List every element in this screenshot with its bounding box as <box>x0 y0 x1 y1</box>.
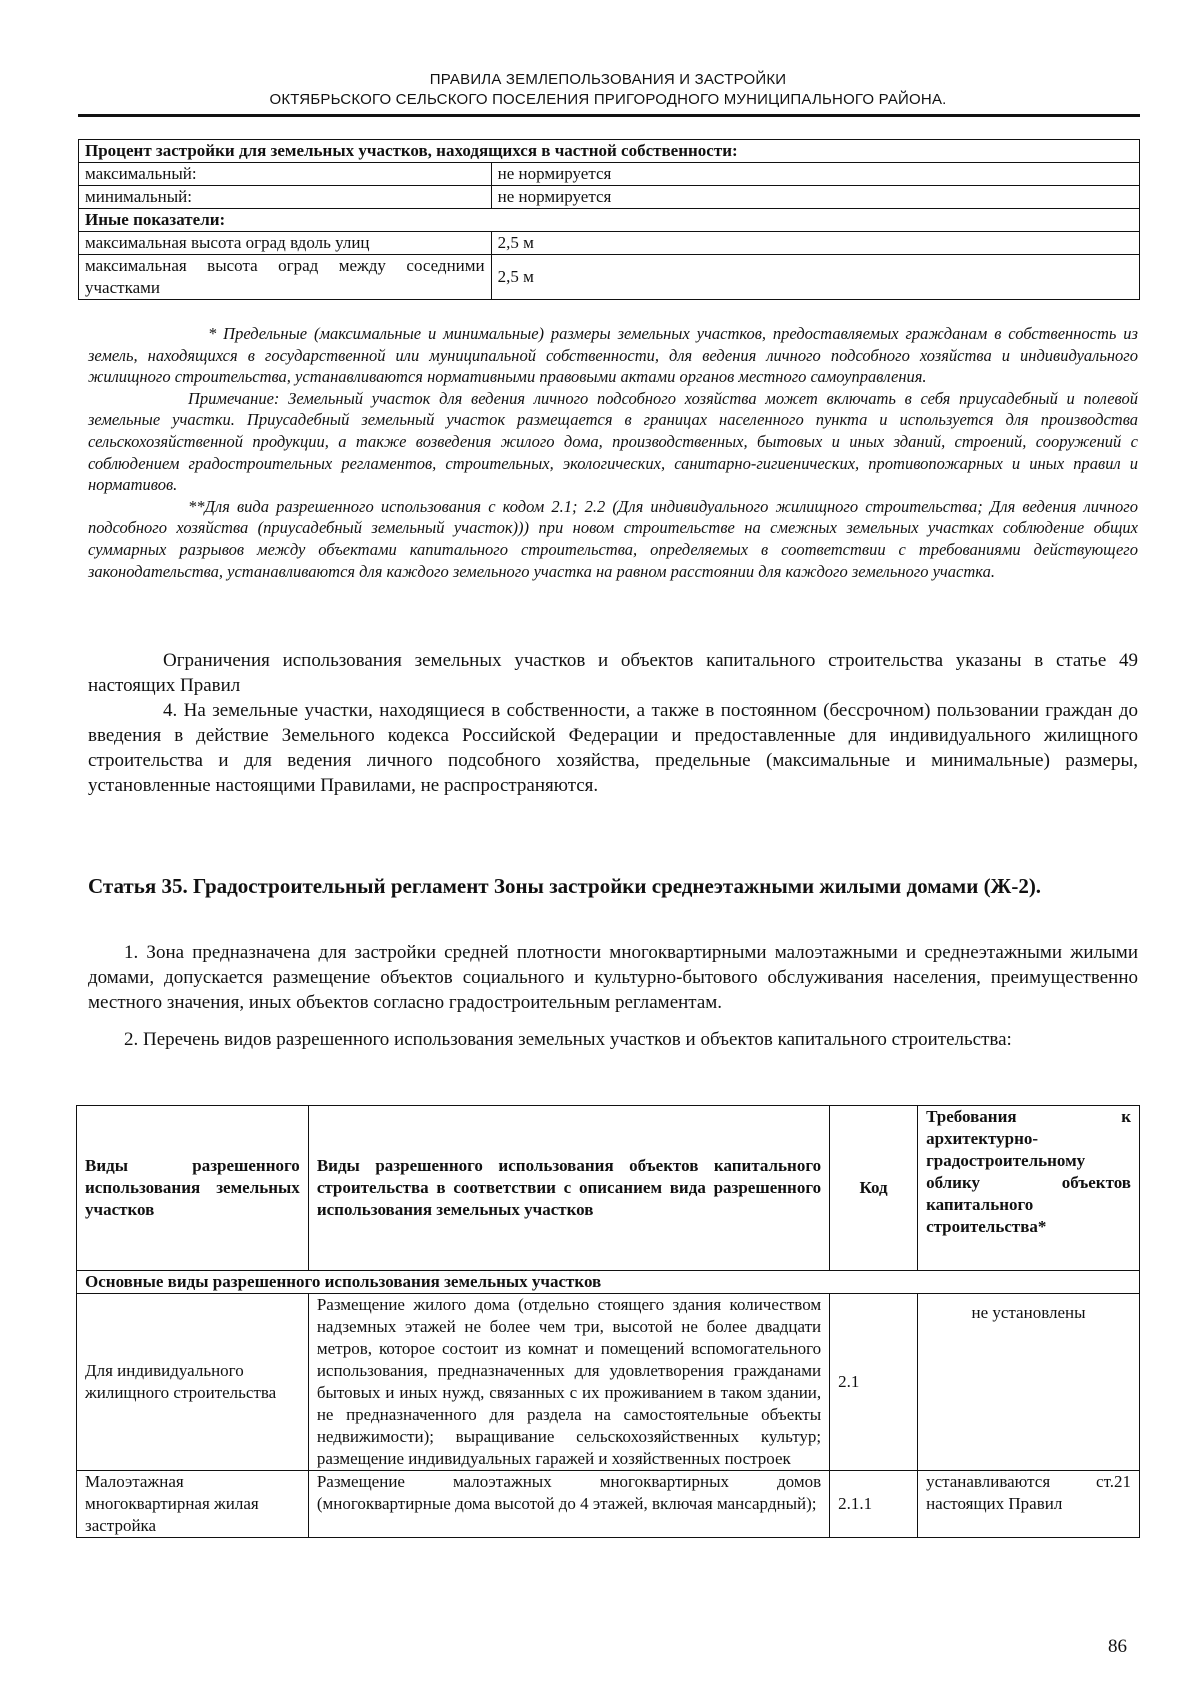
article-text <box>88 940 1138 1064</box>
column-header: Виды разрешенного использования земельных участков <box>77 1106 309 1271</box>
running-header-line1: ПРАВИЛА ЗЕМЛЕПОЛЬЗОВАНИЯ И ЗАСТРОЙКИ <box>429 71 787 88</box>
footnote-remark: Примечание: Земельный участок для ведения личного подсобного хозяйства может включать в себя приусадебный и полевой земельные участки. Приусадебный земельный участок размещается в границах населенного пункта и используется для производства сельскохозяйственной продукции, а также возведения жилого дома, производственных, бытовых и иных зданий, строений, сооружений с соблюдением градостроительных регламентов, строительных, экологических, санитарно-гигиенических, противопожарных и иных правил и нормативов. <box>88 388 1138 495</box>
section-title: Иные показатели: <box>79 209 1140 232</box>
row-label: максимальная высота оград между соседними участками <box>79 255 492 300</box>
cell-requirements: устанавливаются ст.21 настоящих Правил <box>918 1471 1140 1538</box>
running-header <box>78 70 1138 110</box>
running-header-line2: ОКТЯБРЬСКОГО СЕЛЬСКОГО ПОСЕЛЕНИЯ ПРИГОРОДНОГО МУНИЦИПАЛЬНОГО РАЙОНА. <box>269 91 947 108</box>
cell-description: Размещение жилого дома (отдельно стоящего здания количеством надземных этажей не более чем три, высотой не более двадцати метров, которое состоит из комнат и помещений вспомогательного использования, предназначенных для удовлетворения гражданами бытовых и иных нужд, связанных с их проживанием в таком здании, не предназначенного для раздела на самостоятельные объекты недвижимости); выращивание сельскохозяйственных культур; размещение индивидуальных гаражей и хозяйственных построек <box>308 1294 829 1471</box>
cell-land-use: Малоэтажная многоквартирная жилая застройка <box>77 1471 309 1538</box>
cell-code: 2.1.1 <box>830 1471 918 1538</box>
column-header: Код <box>830 1106 918 1271</box>
row-value: не нормируется <box>491 163 1139 186</box>
section-title: Основные виды разрешенного использования земельных участков <box>77 1271 1140 1294</box>
page-number: 86 <box>1108 1636 1127 1657</box>
table-row <box>77 1271 1140 1294</box>
table-row <box>77 1471 1140 1538</box>
table-row <box>77 1294 1140 1471</box>
column-header: Требования к архитектурно-градостроительному облику объектов капитального строительства* <box>918 1106 1140 1271</box>
footnote-distances: **Для вида разрешенного использования с кодом 2.1; 2.2 (Для индивидуального жилищного строительства; Для ведения личного подсобного хозяйства (приусадебный земельный участок))) при новом строительстве на смежных земельных участках соблюдение общих суммарных разрывов между объектами капитального строительства, определяемых в соответствии с требованиями действующего законодательства, устанавливаются для каждого земельного участка на равном расстоянии для каждого земельного участка. <box>88 496 1138 581</box>
cell-requirements: не установлены <box>918 1294 1140 1471</box>
permitted-use-table <box>76 1105 1140 1538</box>
parameters-table <box>78 139 1140 300</box>
table-header-row <box>77 1106 1140 1271</box>
column-header: Виды разрешенного использования объектов капитального строительства в соответствии с описанием вида разрешенного использования земельных участков <box>308 1106 829 1271</box>
cell-description: Размещение малоэтажных многоквартирных домов (многоквартирные дома высотой до 4 этажей, включая мансардный); <box>308 1471 829 1538</box>
table-row <box>79 186 1140 209</box>
section-title: Процент застройки для земельных участков, находящихся в частной собственности: <box>79 140 1140 163</box>
row-label: максимальный: <box>79 163 492 186</box>
table-row <box>79 209 1140 232</box>
cell-code: 2.1 <box>830 1294 918 1471</box>
row-value: 2,5 м <box>491 255 1139 300</box>
footnote-sizes: * Предельные (максимальные и минимальные) размеры земельных участков, предоставляемых гражданам в собственность из земель, находящихся в государственной или муниципальной собственности, для ведения личного подсобного хозяйства и индивидуального жилищного строительства, устанавливаются нормативными правовыми актами органов местного самоуправления. <box>88 324 1138 387</box>
row-label: минимальный: <box>79 186 492 209</box>
header-rule <box>78 114 1140 117</box>
paragraph: 4. На земельные участки, находящиеся в собственности, а также в постоянном (бессрочном) пользовании граждан до введения в действие Земельного кодекса Российской Федерации и предоставленные для индивидуального жилищного строительства и для ведения личного подсобного хозяйства, предельные (максимальные и минимальные) размеры, установленные настоящими Правилами, не распространяются. <box>88 700 1138 796</box>
table-row <box>79 232 1140 255</box>
table-row <box>79 163 1140 186</box>
paragraph: 1. Зона предназначена для застройки средней плотности многоквартирными малоэтажными и среднеэтажными жилыми домами, допускается размещение объектов социального и культурно-бытового обслуживания населения, преимущественно местного значения, иных объектов согласно градостроительным регламентам. <box>88 942 1138 1013</box>
paragraph: 2. Перечень видов разрешенного использования земельных участков и объектов капитального строительства: <box>124 1029 1012 1050</box>
row-label: максимальная высота оград вдоль улиц <box>79 232 492 255</box>
row-value: 2,5 м <box>491 232 1139 255</box>
table-row <box>79 255 1140 300</box>
paragraph: Ограничения использования земельных участков и объектов капитального строительства указаны в статье 49 настоящих Правил <box>88 650 1138 696</box>
body-text <box>88 648 1138 798</box>
article-title: Статья 35. Градостроительный регламент Зоны застройки среднеэтажными жилыми домами (Ж-2). <box>88 874 1042 898</box>
footnotes <box>88 323 1138 582</box>
table-row <box>79 140 1140 163</box>
cell-land-use: Для индивидуального жилищного строительства <box>77 1294 309 1471</box>
row-value: не нормируется <box>491 186 1139 209</box>
